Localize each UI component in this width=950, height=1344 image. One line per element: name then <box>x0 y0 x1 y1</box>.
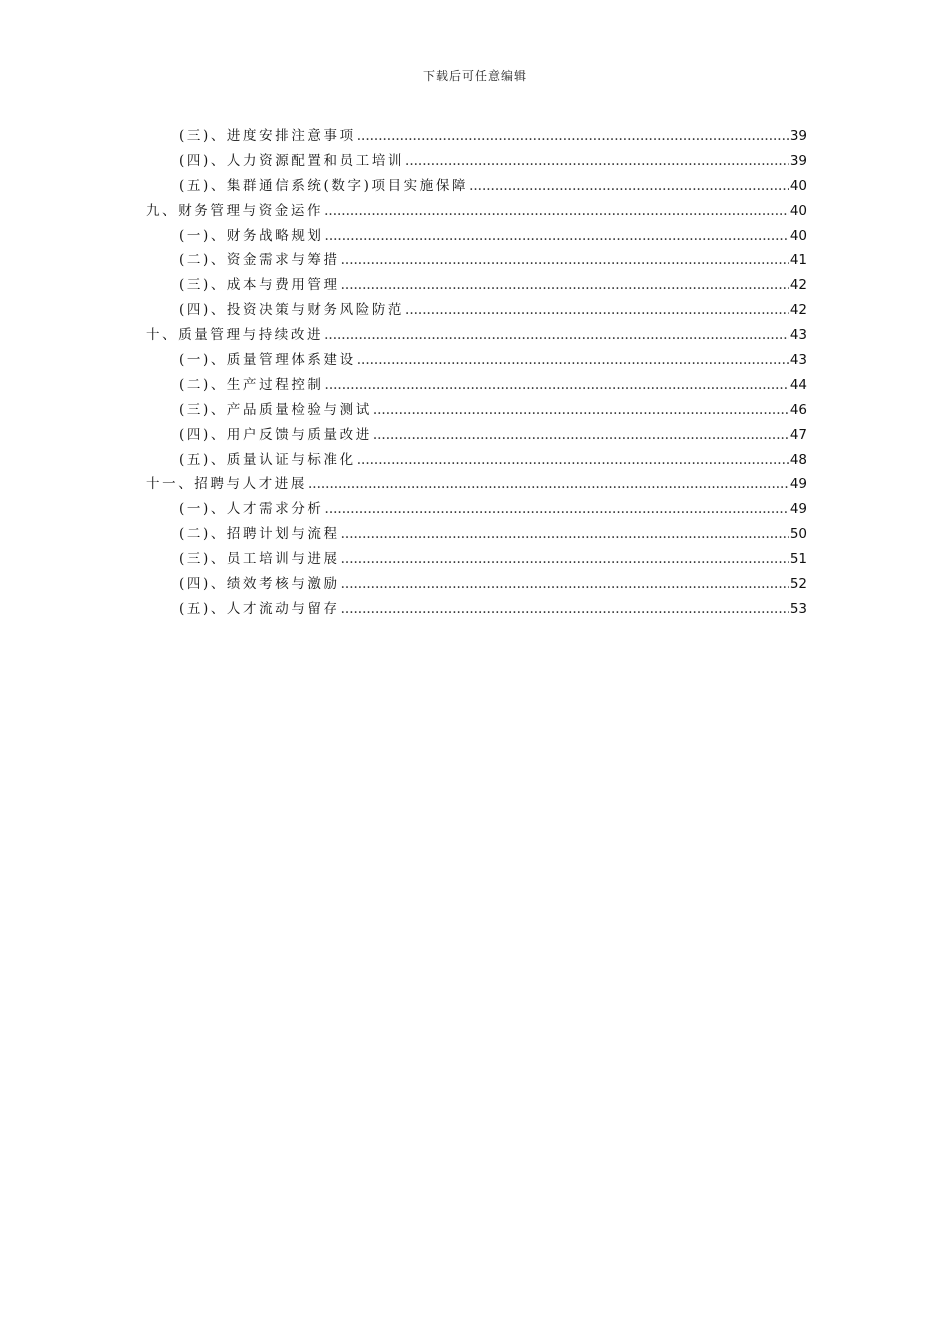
toc-dot-leader <box>324 199 789 224</box>
toc-entry-title: (三)、进度安排注意事项 <box>179 128 356 144</box>
toc-entry[interactable] <box>146 373 807 398</box>
toc-entry-title: (五)、集群通信系统(数字)项目实施保障 <box>179 177 469 194</box>
toc-chapter-entry[interactable] <box>146 199 807 224</box>
toc-page-number: 42 <box>789 277 807 294</box>
toc-dot-leader <box>341 522 789 547</box>
toc-entry[interactable] <box>146 547 807 572</box>
toc-entry[interactable] <box>146 572 807 597</box>
toc-entry-title: (二)、生产过程控制 <box>179 376 324 393</box>
toc-chapter-entry[interactable] <box>146 472 807 497</box>
toc-entry-title: (一)、财务战略规划 <box>179 227 324 244</box>
toc-dot-leader <box>341 273 789 298</box>
toc-entry[interactable] <box>146 174 807 199</box>
toc-page-number: 39 <box>789 152 807 169</box>
toc-page-number: 51 <box>789 551 807 568</box>
toc-entry[interactable] <box>146 448 807 473</box>
toc-entry-title: (三)、产品质量检验与测试 <box>179 401 372 418</box>
toc-entry-title: (一)、人才需求分析 <box>179 501 324 518</box>
toc-dot-leader <box>341 597 789 622</box>
toc-dot-leader <box>325 373 789 398</box>
toc-dot-leader <box>357 348 789 373</box>
toc-page-number: 40 <box>789 227 807 244</box>
toc-entry[interactable] <box>146 248 807 273</box>
toc-dot-leader <box>405 149 789 174</box>
toc-dot-leader <box>325 497 789 522</box>
toc-page-number: 46 <box>789 401 807 418</box>
toc-entry[interactable] <box>146 149 807 174</box>
toc-dot-leader <box>469 174 789 199</box>
toc-entry[interactable] <box>146 597 807 622</box>
table-of-contents <box>146 124 807 622</box>
toc-entry-title: (五)、人才流动与留存 <box>179 600 340 617</box>
toc-entry-title: (一)、质量管理体系建设 <box>179 352 356 369</box>
toc-entry-title: (四)、投资决策与财务风险防范 <box>179 302 405 319</box>
toc-page-number: 39 <box>789 128 807 144</box>
toc-entry-title: 九、财务管理与资金运作 <box>146 202 324 219</box>
toc-dot-leader <box>357 124 789 149</box>
toc-dot-leader <box>324 323 789 348</box>
toc-entry[interactable] <box>146 124 807 149</box>
toc-entry-title: 十、质量管理与持续改进 <box>146 327 324 344</box>
toc-dot-leader <box>373 423 789 448</box>
toc-dot-leader <box>341 572 789 597</box>
toc-page-number: 41 <box>789 252 807 269</box>
toc-entry[interactable] <box>146 497 807 522</box>
toc-entry-title: 十一、招聘与人才进展 <box>146 476 307 493</box>
toc-dot-leader <box>357 448 789 473</box>
toc-page-number: 43 <box>789 352 807 369</box>
page-header: 下载后可任意编辑 <box>422 69 527 83</box>
toc-entry-title: (四)、绩效考核与激励 <box>179 576 340 593</box>
toc-entry-title: (五)、质量认证与标准化 <box>179 451 356 468</box>
toc-dot-leader <box>325 224 789 249</box>
toc-entry-title: (四)、用户反馈与质量改进 <box>179 426 372 443</box>
toc-page-number: 40 <box>789 202 807 219</box>
toc-entry[interactable] <box>146 298 807 323</box>
toc-page-number: 44 <box>789 376 807 393</box>
toc-page-number: 47 <box>789 426 807 443</box>
toc-entry[interactable] <box>146 398 807 423</box>
toc-page-number: 53 <box>789 600 807 617</box>
toc-page-number: 49 <box>789 476 807 493</box>
toc-entry[interactable] <box>146 224 807 249</box>
toc-entry[interactable] <box>146 522 807 547</box>
toc-entry-title: (二)、招聘计划与流程 <box>179 526 340 543</box>
toc-dot-leader <box>341 248 789 273</box>
toc-dot-leader <box>308 472 789 497</box>
toc-page-number: 43 <box>789 327 807 344</box>
toc-entry-title: (三)、员工培训与进展 <box>179 551 340 568</box>
toc-chapter-entry[interactable] <box>146 323 807 348</box>
toc-entry[interactable] <box>146 273 807 298</box>
toc-entry-title: (二)、资金需求与筹措 <box>179 252 340 269</box>
toc-page-number: 40 <box>789 177 807 194</box>
toc-entry-title: (四)、人力资源配置和员工培训 <box>179 152 405 169</box>
toc-page-number: 50 <box>789 526 807 543</box>
toc-entry[interactable] <box>146 348 807 373</box>
toc-dot-leader <box>373 398 789 423</box>
toc-entry[interactable] <box>146 423 807 448</box>
toc-page-number: 49 <box>789 501 807 518</box>
toc-entry-title: (三)、成本与费用管理 <box>179 277 340 294</box>
toc-page-number: 52 <box>789 576 807 593</box>
toc-dot-leader <box>341 547 789 572</box>
toc-dot-leader <box>405 298 789 323</box>
toc-page-number: 42 <box>789 302 807 319</box>
toc-page-number: 48 <box>789 451 807 468</box>
